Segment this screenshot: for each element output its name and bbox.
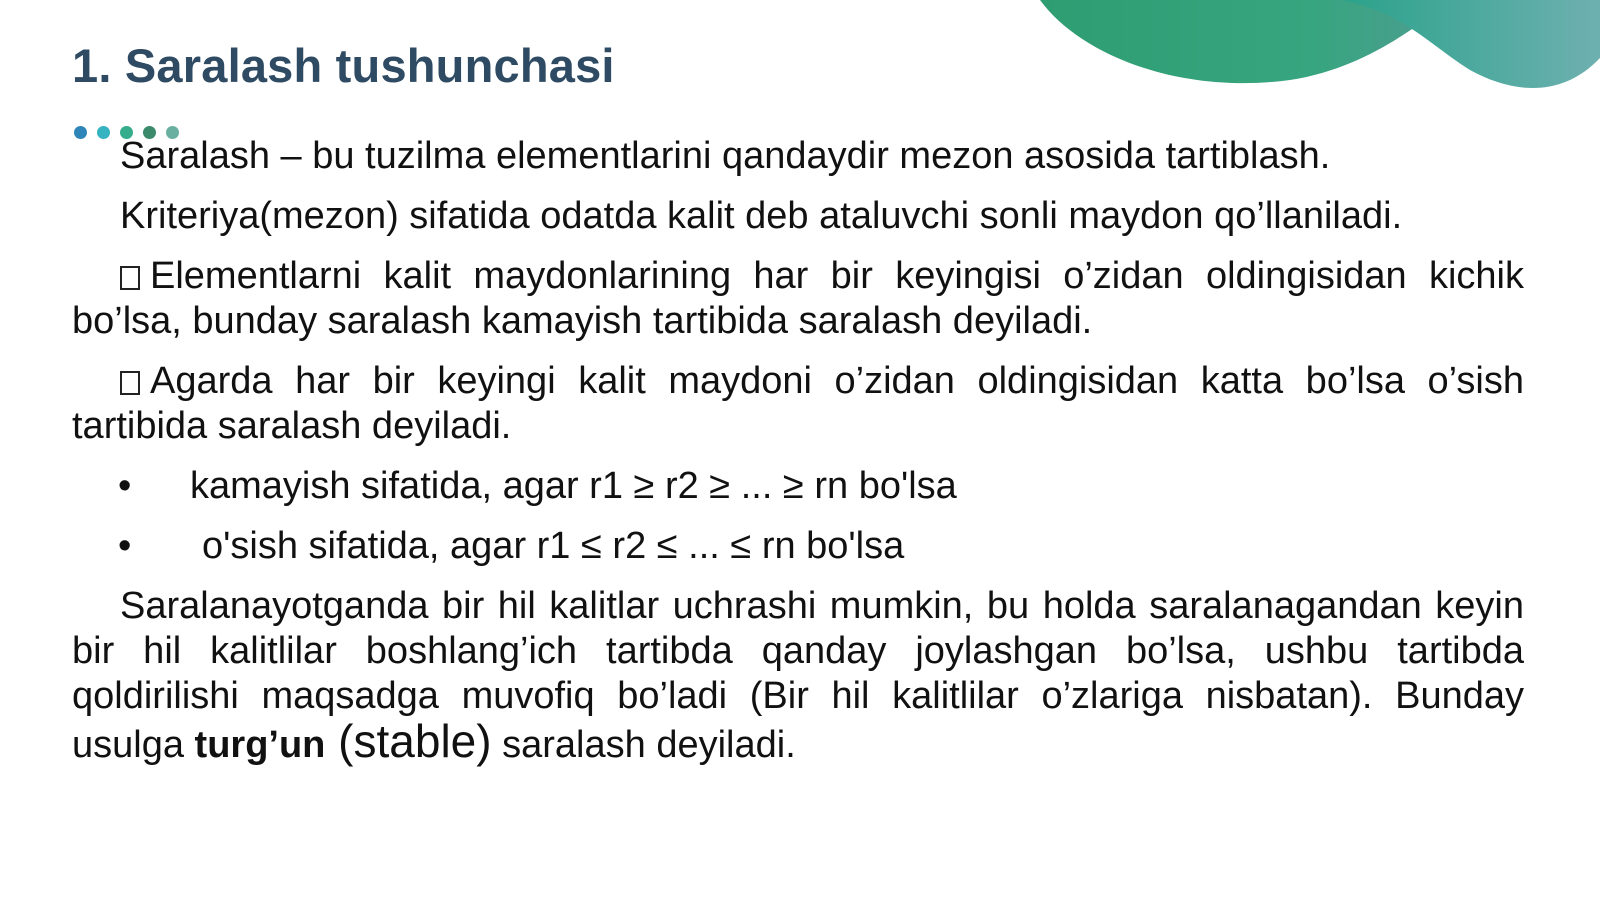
- paragraph-descending-text: Elementlarni kalit maydonlarining har bir keyingisi o’zidan oldingisidan kichik bo’lsa, bunday saralash kamayish tartibida saralash deyiladi.: [72, 255, 1524, 342]
- paragraph-descending: [72, 254, 1524, 344]
- slide-body: [72, 134, 1524, 783]
- list-item: [72, 464, 1524, 509]
- bullet-text-ascending: o'sish sifatida, agar r1 ≤ r2 ≤ ... ≤ rn bo'lsa: [202, 525, 905, 567]
- paragraph-ascending-text: Agarda har bir keyingi kalit maydoni o’zidan oldingisidan katta bo’lsa o’sish tartibida saralash deyiladi.: [72, 360, 1524, 447]
- list-item: [72, 524, 1524, 569]
- paragraph-stable: [72, 584, 1524, 768]
- checkbox-icon: [120, 371, 140, 395]
- paragraph-ascending: [72, 359, 1524, 449]
- term-stable-en: (stable): [325, 715, 492, 767]
- paragraph-definition: Saralash – bu tuzilma elementlarini qandaydir mezon asosida tartiblash.: [120, 135, 1331, 177]
- paragraph-stable-text: Saralanayotganda bir hil kalitlar uchrashi mumkin, bu holda saralanagandan keyin bir hil kalitlilar boshlang’ich tartibda qanday joylashgan bo’lsa, ushbu tartibda qoldirilishi maqsadga muvofiq bo’ladi (Bir hil kalitlilar o’zlariga nisbatan). Bunday usulga: [72, 585, 1524, 766]
- bullet-icon: •: [118, 525, 132, 567]
- paragraph-stable-end: saralash deyiladi.: [491, 724, 796, 766]
- bullet-icon: •: [118, 465, 132, 507]
- bullet-text-descending: kamayish sifatida, agar r1 ≥ r2 ≥ ... ≥ rn bo'lsa: [190, 465, 957, 507]
- decorative-wave: [1040, 0, 1600, 110]
- paragraph-criteria: Kriteriya(mezon) sifatida odatda kalit deb ataluvchi sonli maydon qo’llaniladi.: [120, 195, 1403, 237]
- checkbox-icon: [120, 266, 140, 290]
- term-stable-uz: turg’un: [194, 724, 326, 766]
- slide-title: 1. Saralash tushunchasi: [72, 39, 615, 92]
